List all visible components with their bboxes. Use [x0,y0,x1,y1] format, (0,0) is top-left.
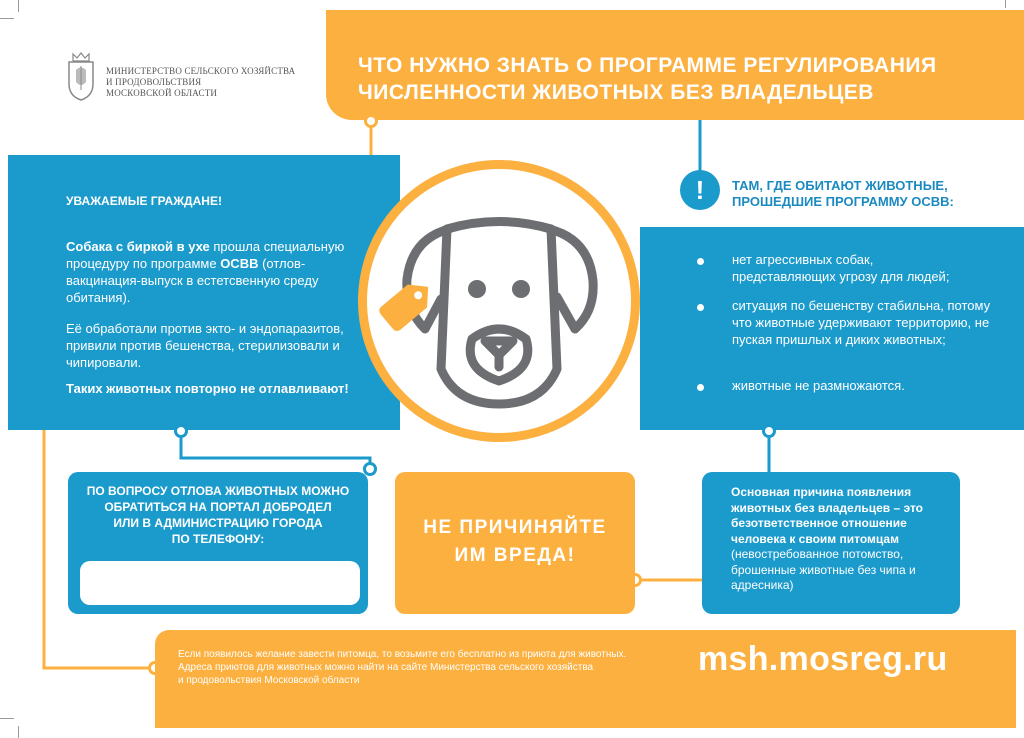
cause-text: Основная причина появления животных без владельцев – это безответственное отношение человека к своим питомцам (невостребованное потомство, брошенные животные без чипа и адресника) [731,485,923,592]
ear-tag-icon [374,268,444,343]
phone-field[interactable] [80,561,360,605]
page-title: ЧТО НУЖНО ЗНАТЬ О ПРОГРАММЕ РЕГУЛИРОВАНИЯ ЧИСЛЕННОСТИ ЖИВОТНЫХ БЕЗ ВЛАДЕЛЬЦЕВ [358,54,937,104]
contact-heading: ПО ВОПРОСУ ОТЛОВА ЖИВОТНЫХ МОЖНО ОБРАТИТЬСЯ НА ПОРТАЛ ДОБРОДЕЛ ИЛИ В АДМИНИСТРАЦИЮ ГОРОДА ПО ТЕЛЕФОНУ: [86,484,350,546]
bullet-icon [697,258,704,265]
connector-dot [363,462,377,476]
connector-dot [174,424,188,438]
shelter-info: Если появилось желание завести питомца, то возьмите его бесплатно из приюта для животных. Адреса приютов для животных можно найти на сайте Министерства сельского хозяйства и продовольствия Московской области [178,649,627,686]
exclamation-icon: ! [680,170,720,210]
greeting-heading: УВАЖАЕМЫЕ ГРАЖДАНЕ! [66,194,222,208]
bullet-icon [697,304,704,311]
no-recapture-text: Таких животных повторно не отлавливают! [66,381,349,396]
tag-explanation: Собака с биркой в ухе прошла специальную процедуру по программе ОСВВ (отлов-вакцинация-выпуск в естетсвенную среду обитания). [66,239,345,305]
ministry-name: МИНИСТЕРСТВО СЕЛЬСКОГО ХОЗЯЙСТВА И ПРОДОВОЛЬСТВИЯ МОСКОВСКОЙ ОБЛАСТИ [106,66,296,98]
list-item: животные не размножаются. [732,378,905,393]
do-no-harm-text: НЕ ПРИЧИНЯЙТЕ ИМ ВРЕДА! [423,517,607,566]
where-live-heading: ТАМ, ГДЕ ОБИТАЮТ ЖИВОТНЫЕ, ПРОШЕДШИЕ ПРОГРАММУ ОСВВ: [732,178,954,209]
bullet-icon [697,384,704,391]
list-item: нет агрессивных собак, представляющих угрозу для людей; [732,252,950,284]
connector-dot [364,114,378,128]
website-link[interactable]: msh.mosreg.ru [698,640,948,678]
list-item: ситуация по бешенству стабильна, потому что животные удерживают территорию, не пуская пришлых и диких животных; [732,298,991,347]
connector-dot [762,424,776,438]
treatment-text: Её обработали против экто- и эндопаразитов, привили против бешенства, стерилизовали и чипировали. [66,321,344,370]
